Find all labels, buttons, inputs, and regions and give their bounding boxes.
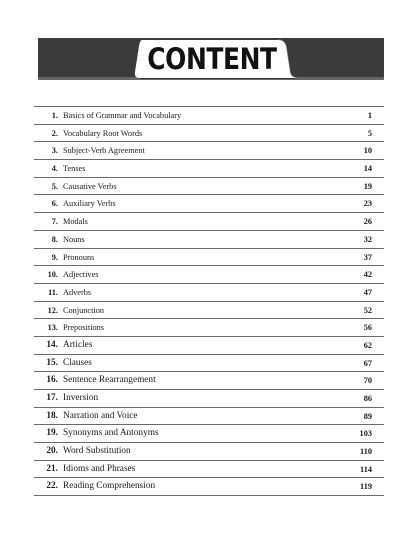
chapter-number: 5. bbox=[51, 181, 58, 191]
page-number: 56 bbox=[363, 323, 372, 333]
chapter-number: 6. bbox=[51, 199, 58, 209]
chapter-title: Reading Comprehension bbox=[63, 481, 156, 492]
toc-row bbox=[34, 125, 384, 143]
chapter-number: 21. bbox=[46, 463, 58, 474]
chapter-title: Adverbs bbox=[63, 287, 92, 297]
chapter-title: Causative Verbs bbox=[63, 181, 117, 191]
toc-row bbox=[34, 284, 384, 302]
content-banner bbox=[38, 38, 384, 80]
toc-row bbox=[34, 160, 384, 178]
toc-row bbox=[34, 178, 384, 196]
chapter-title: Narration and Voice bbox=[63, 410, 138, 421]
toc-row bbox=[34, 425, 384, 443]
page-number: 103 bbox=[359, 429, 372, 439]
toc-row bbox=[34, 195, 384, 213]
chapter-number: 16. bbox=[46, 375, 58, 386]
chapter-number: 1. bbox=[51, 111, 58, 120]
chapter-title: Pronouns bbox=[63, 252, 95, 262]
toc-row bbox=[34, 302, 384, 320]
chapter-number: 4. bbox=[51, 164, 58, 174]
page-number: 42 bbox=[363, 270, 372, 280]
page-number: 32 bbox=[363, 234, 372, 244]
chapter-number: 2. bbox=[51, 128, 58, 138]
chapter-title: Subject-Verb Agreement bbox=[63, 146, 145, 156]
chapter-title: Vocabulary Root Words bbox=[63, 128, 143, 138]
toc-row bbox=[34, 249, 384, 267]
toc-row bbox=[34, 266, 384, 284]
toc-row bbox=[34, 355, 384, 373]
chapter-number: 10. bbox=[47, 270, 58, 280]
toc-row bbox=[34, 372, 384, 390]
chapter-number: 13. bbox=[47, 323, 58, 333]
chapter-title: Modals bbox=[63, 217, 88, 227]
chapter-number: 17. bbox=[46, 393, 58, 403]
chapter-title: Nouns bbox=[63, 234, 85, 244]
page-number: 67 bbox=[363, 358, 372, 368]
toc-row bbox=[34, 319, 384, 337]
chapter-title: Adjectives bbox=[63, 270, 99, 280]
page-number: 23 bbox=[363, 199, 372, 209]
toc-row bbox=[34, 390, 384, 408]
chapter-number: 18. bbox=[46, 410, 58, 421]
chapter-title: Conjunction bbox=[63, 305, 105, 315]
page-number: 10 bbox=[363, 146, 372, 156]
chapter-title: Articles bbox=[63, 339, 93, 350]
chapter-title: Synonyms and Antonyms bbox=[63, 428, 159, 439]
chapter-number: 15. bbox=[46, 357, 58, 368]
chapter-title: Prepositions bbox=[63, 323, 105, 333]
chapter-title: Auxiliary Verbs bbox=[63, 199, 116, 209]
table-of-contents bbox=[34, 106, 384, 496]
chapter-number: 7. bbox=[51, 217, 58, 227]
chapter-title: Sentence Rearrangement bbox=[63, 375, 156, 386]
page-number: 119 bbox=[360, 482, 372, 492]
chapter-number: 14. bbox=[46, 339, 58, 350]
page-number: 89 bbox=[363, 411, 372, 421]
chapter-title: Word Substitution bbox=[63, 446, 131, 457]
chapter-number: 22. bbox=[46, 481, 58, 492]
page-number: 5 bbox=[367, 128, 372, 138]
page-number: 70 bbox=[363, 376, 372, 386]
toc-row bbox=[34, 408, 384, 426]
chapter-number: 19. bbox=[46, 428, 58, 439]
chapter-title: Idioms and Phrases bbox=[63, 463, 136, 474]
page-number: 14 bbox=[363, 164, 372, 174]
page-number: 62 bbox=[363, 340, 372, 350]
chapter-number: 3. bbox=[51, 146, 58, 156]
chapter-number: 12. bbox=[47, 305, 58, 315]
toc-row bbox=[34, 213, 384, 231]
chapter-number: 9. bbox=[51, 252, 58, 262]
chapter-title: Inversion bbox=[63, 393, 99, 403]
page-number: 47 bbox=[363, 287, 372, 297]
page-number: 110 bbox=[360, 447, 372, 457]
toc-row bbox=[34, 337, 384, 355]
page-number: 86 bbox=[363, 394, 372, 403]
page-number: 114 bbox=[360, 464, 372, 474]
chapter-number: 11. bbox=[48, 287, 58, 297]
toc-row bbox=[34, 107, 384, 125]
page-number: 52 bbox=[363, 305, 372, 315]
chapter-title: Basics of Grammar and Vocabulary bbox=[63, 111, 182, 120]
toc-row bbox=[34, 231, 384, 249]
chapter-title: Clauses bbox=[63, 357, 92, 368]
toc-row bbox=[34, 443, 384, 461]
toc-row bbox=[34, 478, 384, 496]
page-number: 1 bbox=[367, 111, 372, 120]
chapter-title: Tenses bbox=[63, 164, 86, 174]
chapter-number: 8. bbox=[51, 234, 58, 244]
page-number: 19 bbox=[363, 181, 372, 191]
toc-row bbox=[34, 461, 384, 479]
page-number: 37 bbox=[363, 252, 372, 262]
page-title: CONTENT bbox=[147, 42, 277, 76]
chapter-number: 20. bbox=[46, 446, 58, 457]
page-number: 26 bbox=[363, 217, 372, 227]
toc-row bbox=[34, 142, 384, 160]
